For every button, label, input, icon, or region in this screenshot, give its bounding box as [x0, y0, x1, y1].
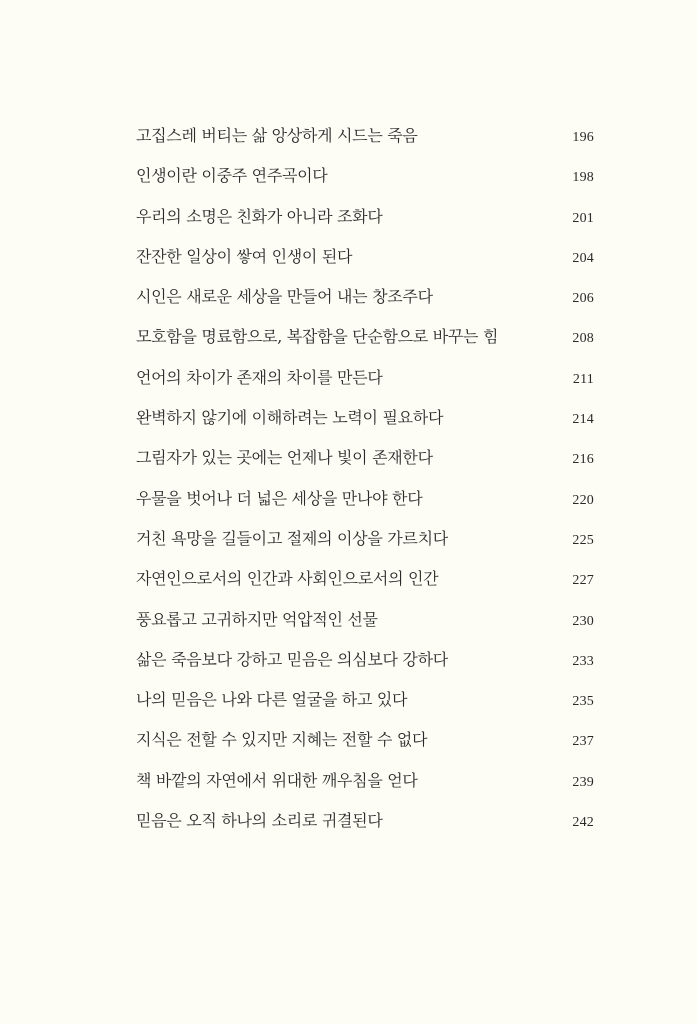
toc-entry-title: 인생이란 이중주 연주곡이다	[136, 166, 328, 186]
table-of-contents	[136, 120, 594, 845]
toc-entry[interactable]	[136, 281, 594, 321]
toc-entry[interactable]	[136, 644, 594, 684]
toc-entry[interactable]	[136, 563, 594, 603]
toc-entry[interactable]	[136, 483, 594, 523]
toc-entry[interactable]	[136, 402, 594, 442]
toc-entry-page: 208	[572, 331, 594, 347]
toc-entry[interactable]	[136, 160, 594, 200]
toc-entry[interactable]	[136, 805, 594, 845]
toc-entry[interactable]	[136, 724, 594, 764]
toc-entry-page: 196	[572, 130, 594, 145]
toc-entry-page: 204	[572, 250, 594, 266]
toc-entry[interactable]	[136, 442, 594, 482]
toc-entry[interactable]	[136, 321, 594, 361]
toc-entry-title: 거친 욕망을 길들이고 절제의 이상을 가르치다	[136, 528, 448, 548]
toc-entry-title: 지식은 전할 수 있지만 지혜는 전할 수 없다	[136, 730, 428, 750]
toc-entry-title: 책 바깥의 자연에서 위대한 깨우침을 얻다	[136, 770, 418, 790]
toc-entry[interactable]	[136, 684, 594, 724]
toc-entry-title: 시인은 새로운 세상을 만들어 내는 창조주다	[136, 287, 433, 307]
toc-entry[interactable]	[136, 765, 594, 805]
toc-entry-title: 믿음은 오직 하나의 소리로 귀결된다	[136, 811, 383, 831]
toc-entry-title: 자연인으로서의 인간과 사회인으로서의 인간	[136, 569, 439, 589]
toc-entry[interactable]	[136, 523, 594, 563]
toc-entry[interactable]	[136, 201, 594, 241]
toc-entry-title: 우리의 소명은 친화가 아니라 조화다	[136, 206, 383, 226]
toc-entry-page: 201	[572, 210, 594, 226]
toc-entry-title: 고집스레 버티는 삶 앙상하게 시드는 죽음	[136, 126, 418, 145]
toc-entry-title: 나의 믿음은 나와 다른 얼굴을 하고 있다	[136, 690, 408, 710]
toc-entry-page: 216	[572, 452, 594, 468]
toc-entry-page: 206	[572, 291, 594, 307]
toc-entry-title: 그림자가 있는 곳에는 언제나 빛이 존재한다	[136, 448, 433, 468]
toc-entry-title: 잔잔한 일상이 쌓여 인생이 된다	[136, 246, 353, 266]
toc-entry-page: 235	[572, 694, 594, 710]
toc-entry-page: 237	[572, 734, 594, 750]
toc-entry-title: 언어의 차이가 존재의 차이를 만든다	[136, 367, 383, 387]
toc-entry-page: 230	[572, 613, 594, 629]
toc-entry-title: 우물을 벗어나 더 넓은 세상을 만나야 한다	[136, 488, 423, 508]
toc-entry[interactable]	[136, 120, 594, 160]
toc-entry-page: 214	[572, 412, 594, 428]
toc-entry[interactable]	[136, 241, 594, 281]
toc-entry-page: 220	[572, 492, 594, 508]
toc-entry-page: 211	[572, 371, 594, 387]
toc-entry-page: 227	[572, 573, 594, 589]
toc-entry-title: 풍요롭고 고귀하지만 억압적인 선물	[136, 609, 378, 629]
toc-entry[interactable]	[136, 604, 594, 644]
toc-entry-page: 233	[572, 653, 594, 669]
toc-entry-page: 198	[572, 170, 594, 186]
toc-entry-title: 삶은 죽음보다 강하고 믿음은 의심보다 강하다	[136, 649, 448, 669]
toc-entry[interactable]	[136, 362, 594, 402]
toc-entry-page: 225	[572, 532, 594, 548]
toc-entry-title: 완벽하지 않기에 이해하려는 노력이 필요하다	[136, 408, 444, 428]
toc-entry-page: 239	[572, 774, 594, 790]
toc-entry-title: 모호함을 명료함으로, 복잡함을 단순함으로 바꾸는 힘	[136, 327, 499, 347]
toc-entry-page: 242	[572, 815, 594, 831]
